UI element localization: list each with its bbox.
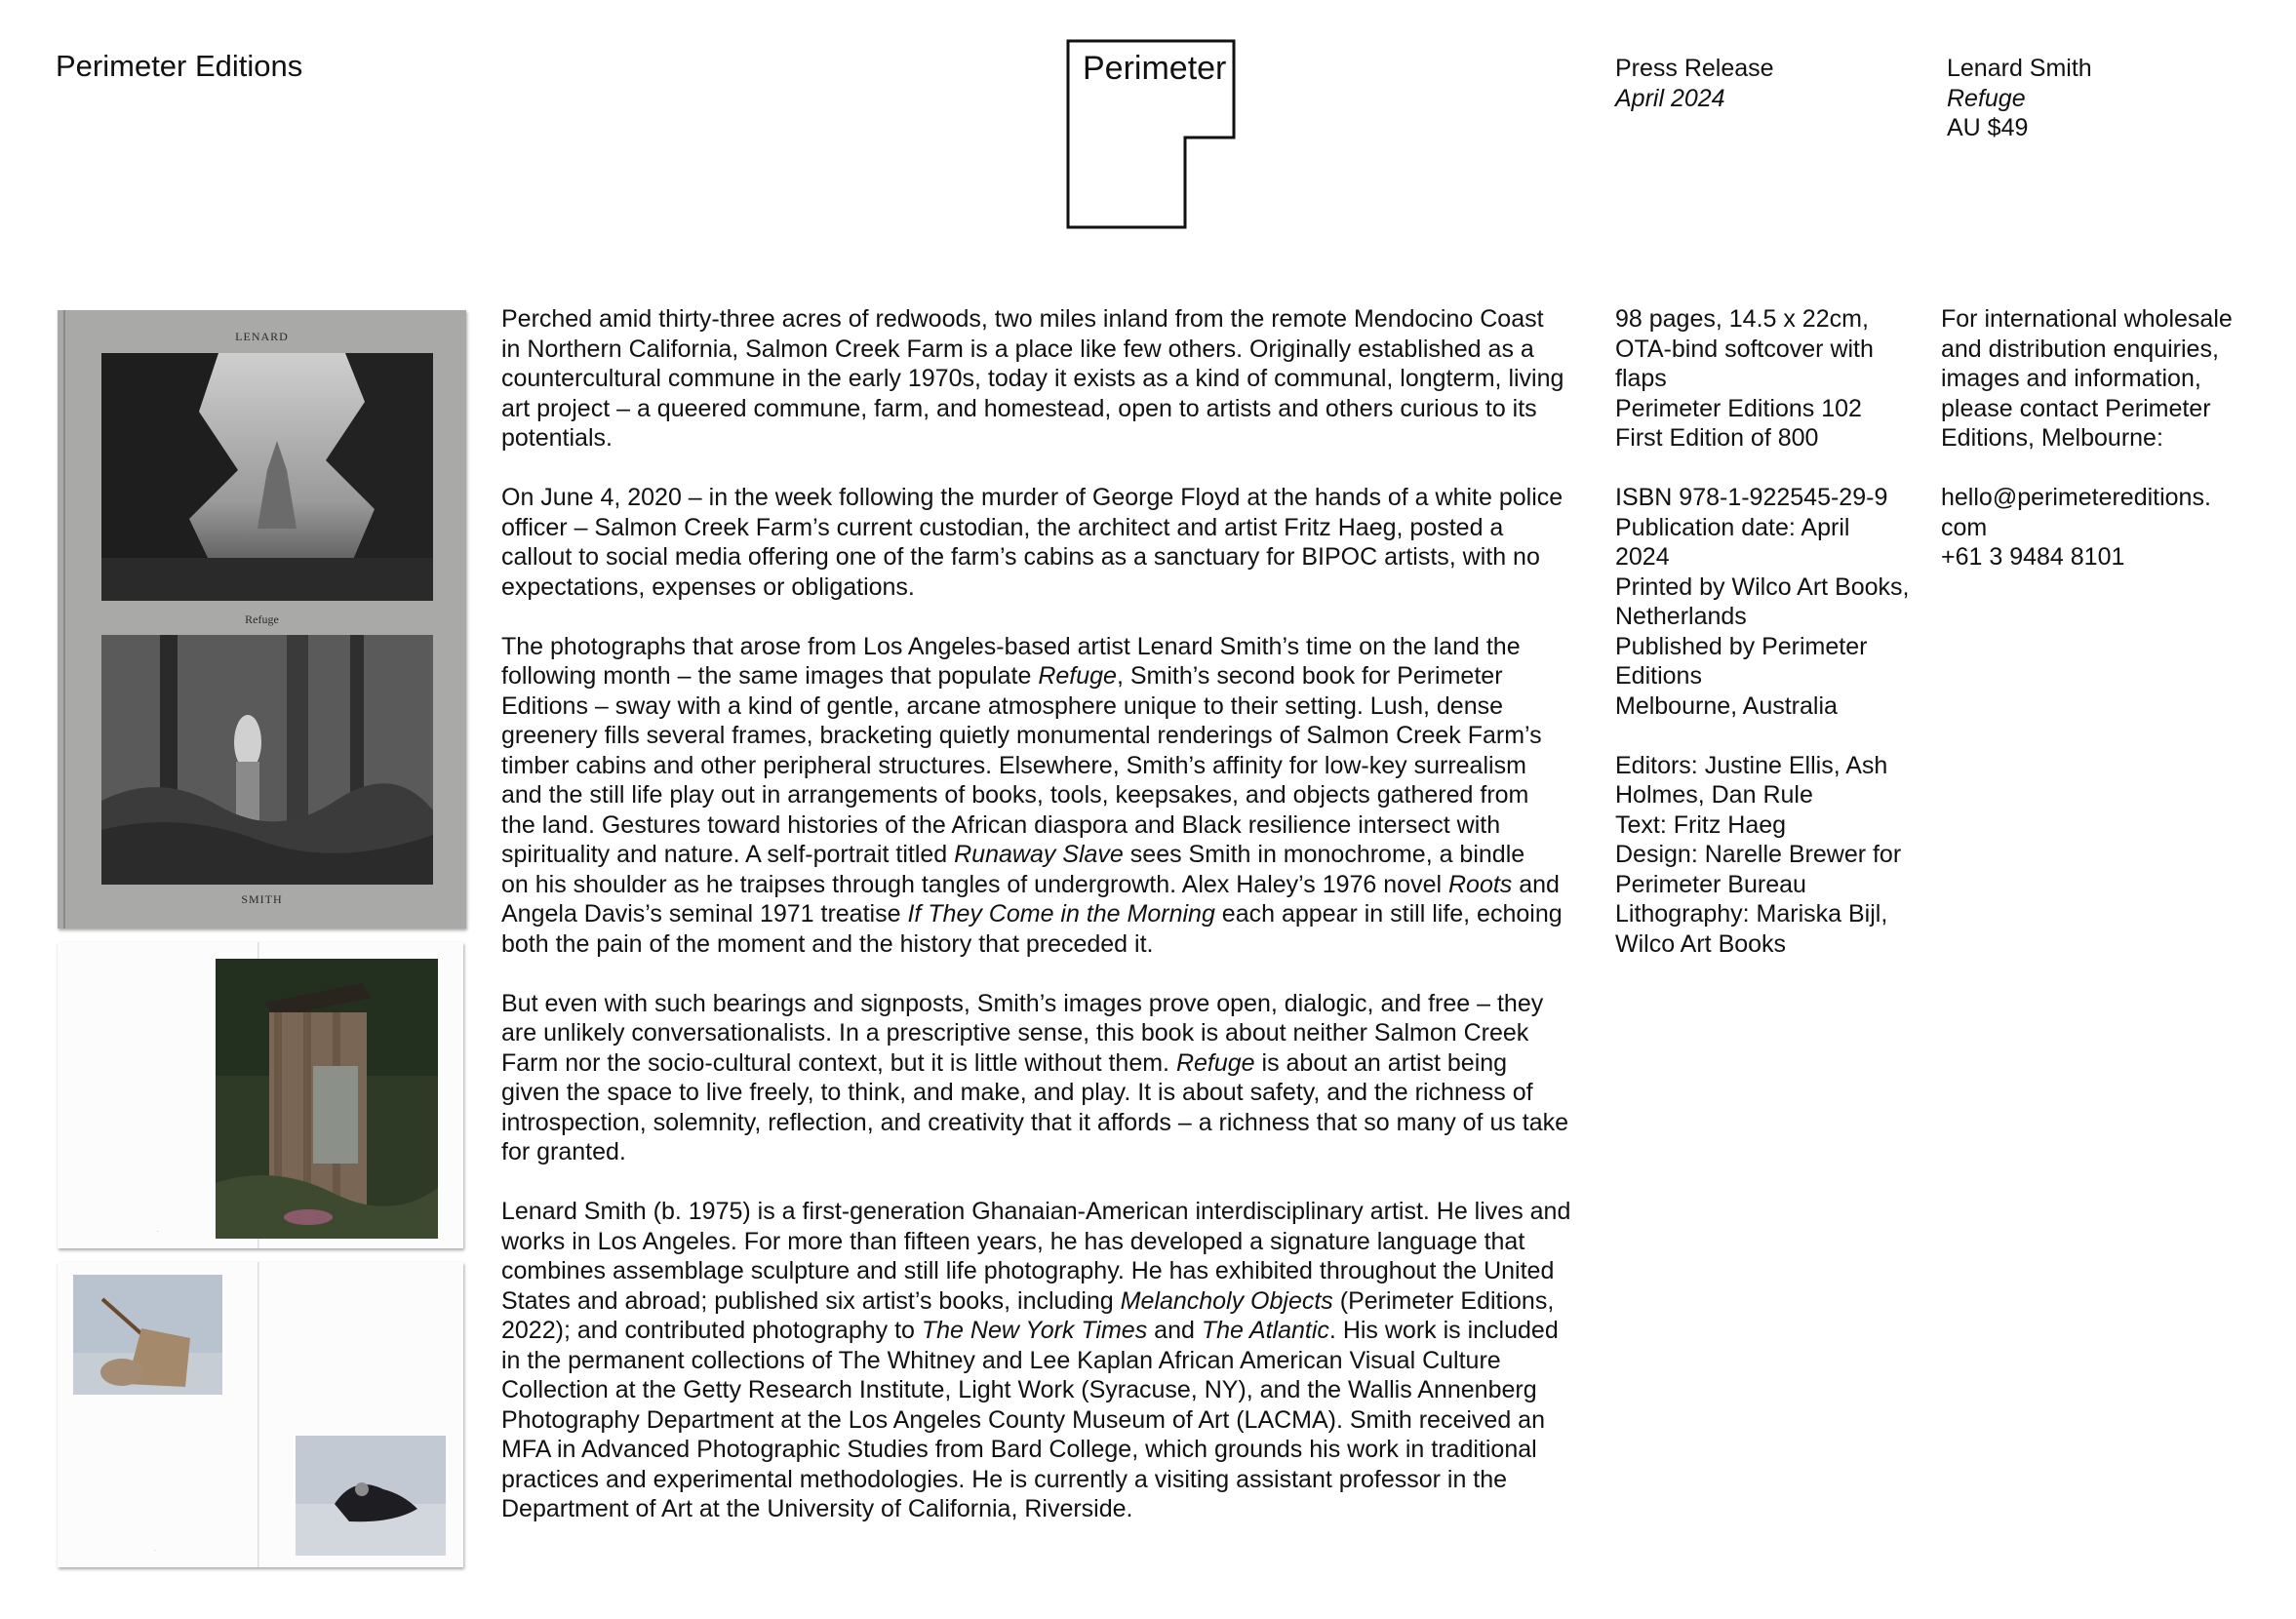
paragraph-5: Lenard Smith (b. 1975) is a first-generation Ghanaian-American interdisciplinary artist. He lives and works in Los Angeles. For more than fifteen years, he has developed a signature language that combines assemblage sculpture and still life photography. He has exhibited throughout the United States and abroad; published six artist’s books, including Melancholy Objects (Perimeter Editions, 2022); and contributed photography to The New York Times and The Atlantic. His work is included in the permanent collections of The Whitney and Lee Kaplan African American Visual Culture Collection at the Getty Research Institute, Light Work (Syracuse, NY), and the Wallis Annenberg Photography Department at the Los Angeles County Museum of Art (LACMA). Smith received an MFA in Advanced Photographic Studies from Bard College, which grounds his work in traditional practices and experimental methodologies. He is currently a visiting assistant professor in the Department of Art at the University of California, Riverside. [501,1198,1571,1522]
cover-title: Refuge [245,612,279,626]
book-spread-image-2 [58,1262,463,1567]
specs-publication: ISBN 978-1-922545-29-9 Publication date: April 2024 Printed by Wilco Art Books, Netherlands Published by Perimeter Editions Melbourne, Australia [1615,484,1910,720]
release-type: Press Release [1615,55,1774,82]
contact-intro: For international wholesale and distribution enquiries, images and information, please contact Perimeter Editions, Melbourne: [1941,305,2233,452]
paragraph-2: On June 4, 2020 – in the week following the murder of George Floyd at the hands of a white police officer – Salmon Creek Farm’s current custodian, the architect and artist Fritz Haeg, posted a callout to social media offering one of the farm’s cabins as a sanctuary for BIPOC artists, with no expectations, expenses or obligations. [501,484,1564,601]
cabin-photo [216,959,438,1239]
spread-folio-2: · [154,1548,156,1554]
book-price: AU $49 [1947,114,2029,141]
book-cover-image [58,310,466,928]
cover-photo-forest [101,353,433,601]
specs-format: 98 pages, 14.5 x 22cm, OTA-bind softcover with flaps Perimeter Editions 102 First Edition of 800 [1615,305,1874,452]
cover-author-first: LENARD [235,330,289,343]
paragraph-1: Perched amid thirty-three acres of redwoods, two miles inland from the remote Mendocino Coast in Northern California, Salmon Creek Farm is a place like few others. Originally established as a countercultural commune in the early 1970s, today it exists as a kind of communal, longterm, living art project – a queered commune, farm, and homestead, open to artists and others curious to its potentials. [501,305,1564,452]
book-title: Refuge [1947,84,2026,112]
book-specifications [1615,304,1908,989]
perimeter-logo [1066,39,1242,234]
book-spread-image-1 [58,942,463,1248]
contact-details [1941,483,2282,573]
contact-phone[interactable]: +61 3 9484 8101 [1941,543,2125,571]
paragraph-4: But even with such bearings and signposts, Smith’s images prove open, dialogic, and free – they are unlikely conversationalists. In a prescriptive sense, this book is about neither Salmon Creek Farm nor the socio-cultural context, but it is little without them. Refuge is about an artist being given the space to live freely, to think, and make, and play. It is about safety, and the richness of introspection, solemnity, reflection, and creativity that it affords – a richness that so many of us take for granted. [501,989,1569,1165]
publisher-name: Perimeter Editions [56,49,303,83]
cover-photo-portrait [101,635,433,885]
book-info [1947,54,2278,143]
cover-author-last: SMITH [241,892,283,906]
contact-info [1941,304,2282,602]
press-release-body [501,304,1584,1554]
logo-wordmark: Perimeter [1083,50,1227,87]
release-date: April 2024 [1615,84,1725,112]
book-author: Lenard Smith [1947,55,2092,82]
paragraph-3: The photographs that arose from Los Angeles-based artist Lenard Smith’s time on the land the following month – the same images that populate Refuge, Smith’s second book for Perimeter Editions – sway with a kind of gentle, arcane atmosphere unique to their setting. Lush, dense greenery fills several frames, bracketing quietly monumental renderings of Salmon Creek Farm’s timber cabins and other peripheral structures. Elsewhere, Smith’s affinity for low-key surrealism and the still life play out in arrangements of books, tools, keepsakes, and objects gathered from the land. Gestures toward histories of the African diaspora and Black resilience intersect with spirituality and nature. A self-portrait titled Runaway Slave sees Smith in monochrome, a bindle on his shoulder as he traipses through tangles of undergrowth. Alex Haley’s 1976 novel Roots and Angela Davis’s seminal 1971 treatise If They Come in the Morning each appear in still life, echoing both the pain of the moment and the history that preceded it. [501,632,1563,958]
spread-folio-1: · [157,1229,159,1235]
specs-credits: Editors: Justine Ellis, Ash Holmes, Dan Rule Text: Fritz Haeg Design: Narelle Brewer for Perimeter Bureau Lithography: Mariska Bijl, Wilco Art Books [1615,751,1902,958]
broom-photo [73,1275,222,1395]
shoe-photo [296,1436,446,1556]
release-info [1615,54,1908,113]
contact-email-cont[interactable]: com [1941,513,1988,541]
contact-email[interactable]: hello@perimetereditions. [1941,484,2211,511]
